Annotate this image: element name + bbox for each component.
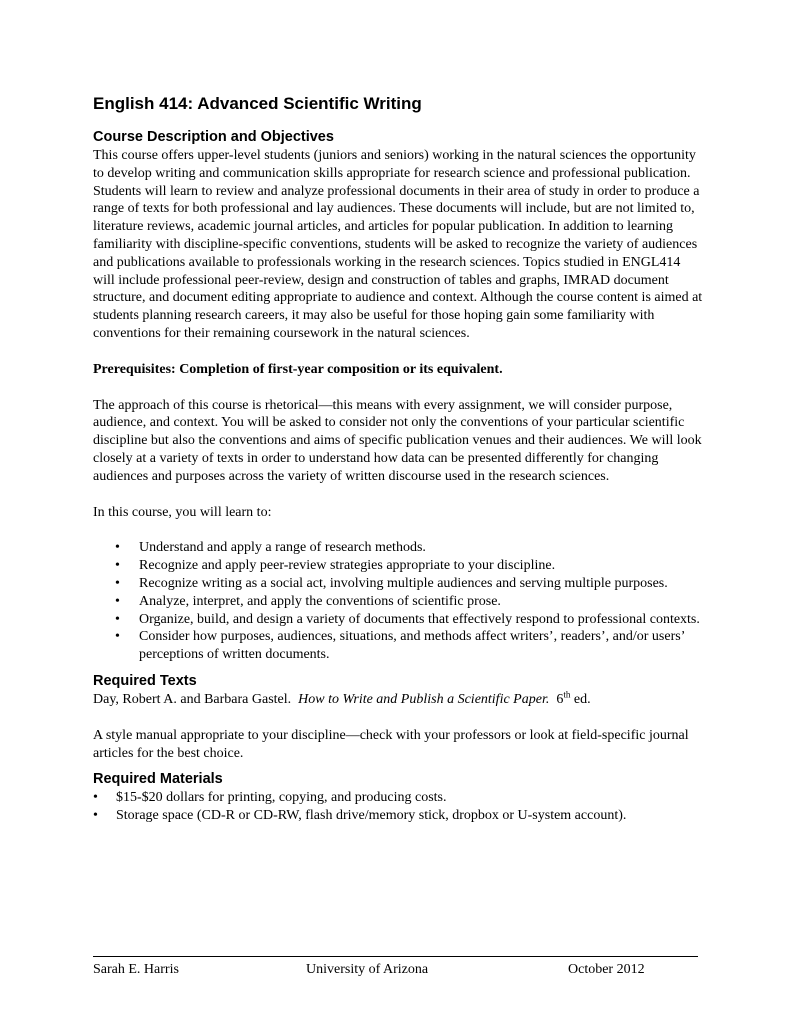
document-title: English 414: Advanced Scientific Writing (93, 94, 422, 113)
learning-intro: In this course, you will learn to: (93, 504, 272, 520)
style-manual-paragraph: A style manual appropriate to your discipline—check with your professors or look at field-specific journal articles for the best choice. (93, 727, 689, 761)
bullet-icon: • (115, 629, 120, 645)
list-item: • Consider how purposes, audiences, situations, and methods affect writers’, readers’, and/or users’ perceptions of written documents. (115, 629, 685, 663)
list-item: • Analyze, interpret, and apply the conventions of scientific prose. (115, 593, 501, 609)
footer-author: Sarah E. Harris (93, 962, 179, 977)
required-text-citation: Day, Robert A. and Barbara Gastel. How to Write and Publish a Scientific Paper. 6th ed. (93, 689, 591, 707)
bullet-icon: • (93, 790, 98, 806)
list-item: • Recognize writing as a social act, involving multiple audiences and serving multiple purposes. (115, 575, 668, 591)
prerequisites-line: Prerequisites: Completion of first-year composition or its equivalent. (93, 361, 503, 377)
footer-divider (93, 956, 698, 957)
book-title: How to Write and Publish a Scientific Paper. (298, 691, 550, 707)
bullet-icon: • (115, 575, 120, 591)
required-materials-heading: Required Materials (93, 771, 223, 788)
list-item: • Understand and apply a range of research methods. (115, 540, 426, 556)
list-item: • Storage space (CD-R or CD-RW, flash drive/memory stick, dropbox or U-system account). (93, 808, 627, 824)
document-body (93, 92, 703, 825)
approach-paragraph: The approach of this course is rhetorical—this means with every assignment, we will consider purpose, audience, and context. You will be asked to consider not only the conventions of your particular scientific discipline but also the conventions and aims of specific publication venues and their audiences. We will look closely at a variety of texts in order to understand how data can be presented differently for changing audiences and purposes across the variety of written discourse used in the research sciences. (93, 397, 702, 484)
materials-list (93, 789, 703, 825)
objectives-list (93, 539, 703, 664)
list-item: • $15-$20 dollars for printing, copying, and producing costs. (93, 790, 447, 806)
footer-institution: University of Arizona (306, 962, 429, 977)
course-description-paragraph: This course offers upper-level students (juniors and seniors) working in the natural sciences the opportunity to develop writing and communication skills appropriate for research science and professional publication. Students will learn to review and analyze professional documents in their area of study in order to produce a range of texts for both professional and lay audiences. These documents will include, but are not limited to, literature reviews, academic journal articles, and articles for popular publication. In addition to learning familiarity with discipline-specific conventions, students will be asked to recognize the variety of audiences and publications available to professionals working in the research sciences. Topics studied in ENGL414 will include professional peer-review, design and construction of tables and graphs, IMRAD document structure, and document editing appropriate to audience and context. Although the course content is aimed at students planning research careers, it may also be useful for those hoping gain some familiarity with conventions for their remaining coursework in the natural sciences. (93, 148, 703, 341)
bullet-icon: • (93, 808, 98, 824)
bullet-icon: • (115, 558, 120, 574)
course-description-heading: Course Description and Objectives (93, 129, 334, 145)
list-item: • Organize, build, and design a variety of documents that effectively respond to professional contexts. (115, 611, 700, 627)
bullet-icon: • (115, 593, 120, 609)
list-item: • Recognize and apply peer-review strategies appropriate to your discipline. (115, 558, 556, 574)
bullet-icon: • (115, 540, 120, 556)
bullet-icon: • (115, 611, 120, 627)
required-texts-heading: Required Texts (93, 672, 197, 689)
footer-date: October 2012 (568, 962, 645, 977)
